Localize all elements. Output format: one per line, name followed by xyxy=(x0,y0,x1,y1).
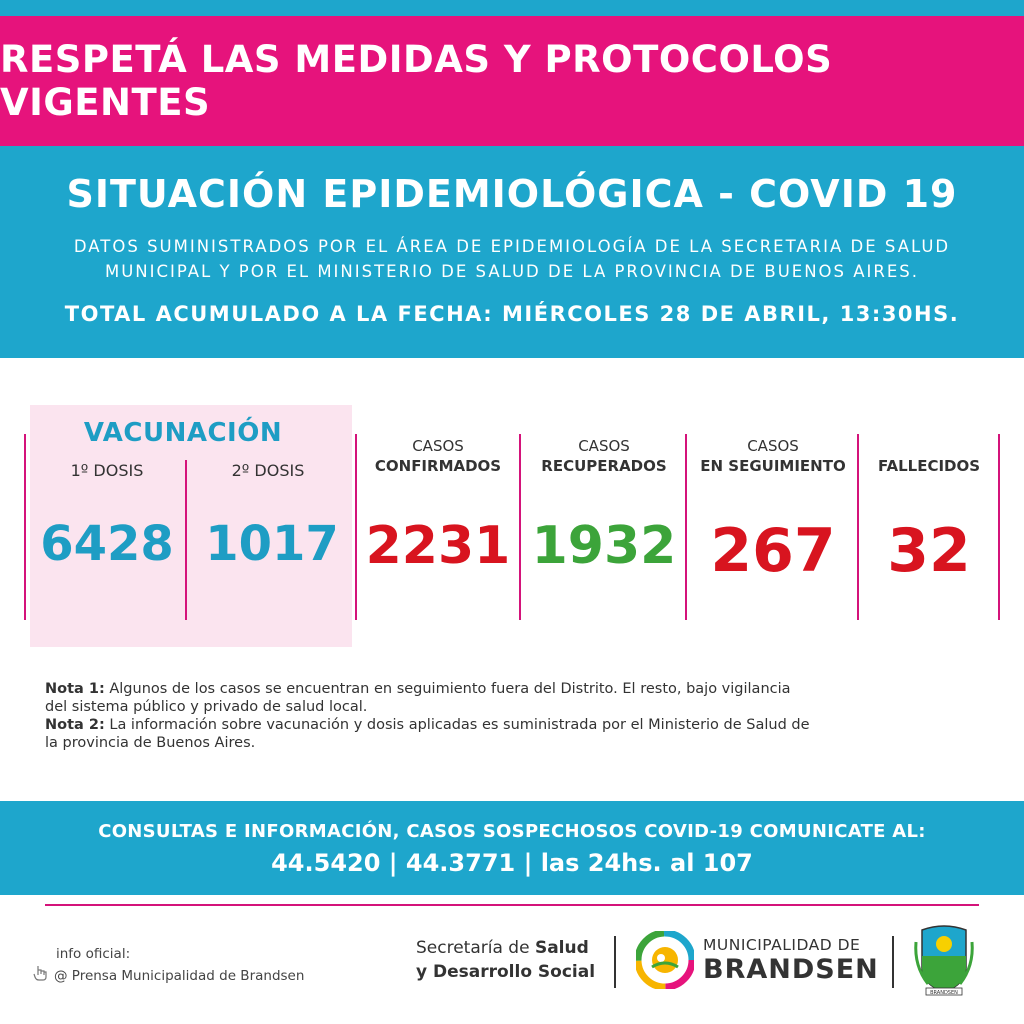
footer-separator xyxy=(892,936,894,988)
hand-pointer-icon xyxy=(32,964,50,988)
seguimiento-header xyxy=(690,436,856,476)
contact-line1: CONSULTAS E INFORMACIÓN, CASOS SOSPECHOSOS COVID-19 COMUNICATE AL: xyxy=(98,821,926,842)
divider-line xyxy=(685,434,687,620)
seguimiento-value: 267 xyxy=(710,516,836,586)
report-date: TOTAL ACUMULADO A LA FECHA: MIÉRCOLES 28 DE ABRIL, 13:30HS. xyxy=(64,302,960,326)
divider-line xyxy=(519,434,521,620)
note-2-cont: la provincia de Buenos Aires. xyxy=(45,735,256,751)
divider-line xyxy=(24,434,26,620)
fallecidos-header xyxy=(862,456,996,476)
note-1 xyxy=(45,680,875,698)
municipal-logo-icon xyxy=(636,931,694,989)
recuperados-line1: CASOS xyxy=(578,437,630,455)
fallecidos-value: 32 xyxy=(887,516,971,586)
dose2-value: 1017 xyxy=(205,516,339,572)
municipality-name xyxy=(703,936,879,985)
alert-text: RESPETÁ LAS MEDIDAS Y PROTOCOLOS VIGENTES xyxy=(0,38,833,124)
coat-of-arms-icon xyxy=(912,922,976,998)
note-2 xyxy=(45,716,875,734)
seguimiento-line1: CASOS xyxy=(747,437,799,455)
vaccination-title: VACUNACIÓN xyxy=(83,418,283,448)
note-2-text: La información sobre vacunación y dosis aplicadas es suministrada por el Ministerio de Salud de xyxy=(104,717,810,733)
divider-line xyxy=(857,434,859,620)
page-title: SITUACIÓN EPIDEMIOLÓGICA - COVID 19 xyxy=(66,172,958,216)
secretaria-label xyxy=(416,936,595,984)
official-info xyxy=(32,944,304,988)
footer-separator xyxy=(614,936,616,988)
recuperados-header xyxy=(524,436,684,476)
note-2-label: Nota 2: xyxy=(45,717,105,733)
info-account[interactable]: @ Prensa Municipalidad de Brandsen xyxy=(54,968,305,984)
svg-text:BRANDSEN: BRANDSEN xyxy=(930,990,958,996)
fallecidos-label: FALLECIDOS xyxy=(877,457,981,475)
confirmados-value: 2231 xyxy=(365,516,511,576)
secretaria-text-b: Salud xyxy=(534,938,589,958)
confirmados-line1: CASOS xyxy=(412,437,464,455)
divider-line xyxy=(355,434,357,620)
note-1-text: Algunos de los casos se encuentran en seguimiento fuera del Distrito. El resto, bajo vigilancia xyxy=(104,681,791,697)
note-1-label: Nota 1: xyxy=(45,681,105,697)
source-note-line2: MUNICIPAL Y POR EL MINISTERIO DE SALUD DE LA PROVINCIA DE BUENOS AIRES. xyxy=(104,262,920,281)
source-note-line1: DATOS SUMINISTRADOS POR EL ÁREA DE EPIDEMIOLOGÍA DE LA SECRETARIA DE SALUD xyxy=(73,237,951,256)
divider-line xyxy=(998,434,1000,620)
notes-block xyxy=(45,680,875,752)
title-banner xyxy=(0,146,1024,358)
municipality-line1: MUNICIPALIDAD DE xyxy=(703,936,861,954)
municipality-line2: BRANDSEN xyxy=(703,954,879,985)
secretaria-text-c: y Desarrollo Social xyxy=(416,962,596,982)
seguimiento-line2: EN SEGUIMIENTO xyxy=(700,457,846,475)
note-1-cont: del sistema público y privado de salud local. xyxy=(45,699,368,715)
secretaria-text-a: Secretaría de xyxy=(416,938,535,958)
info-label: info oficial: xyxy=(56,946,131,962)
confirmados-header xyxy=(360,436,516,476)
dose2-label: 2º DOSIS xyxy=(231,461,305,480)
divider-line xyxy=(185,460,187,620)
dose1-label: 1º DOSIS xyxy=(70,461,144,480)
contact-banner xyxy=(0,801,1024,895)
alert-banner xyxy=(0,16,1024,146)
top-strip xyxy=(0,0,1024,16)
footer-divider xyxy=(45,904,979,906)
dose1-value: 6428 xyxy=(40,516,174,572)
recuperados-line2: RECUPERADOS xyxy=(541,457,667,475)
contact-phones: 44.5420 | 44.3771 | las 24hs. al 107 xyxy=(271,849,753,877)
source-note xyxy=(0,234,1024,284)
recuperados-value: 1932 xyxy=(531,516,677,576)
confirmados-line2: CONFIRMADOS xyxy=(374,457,502,475)
